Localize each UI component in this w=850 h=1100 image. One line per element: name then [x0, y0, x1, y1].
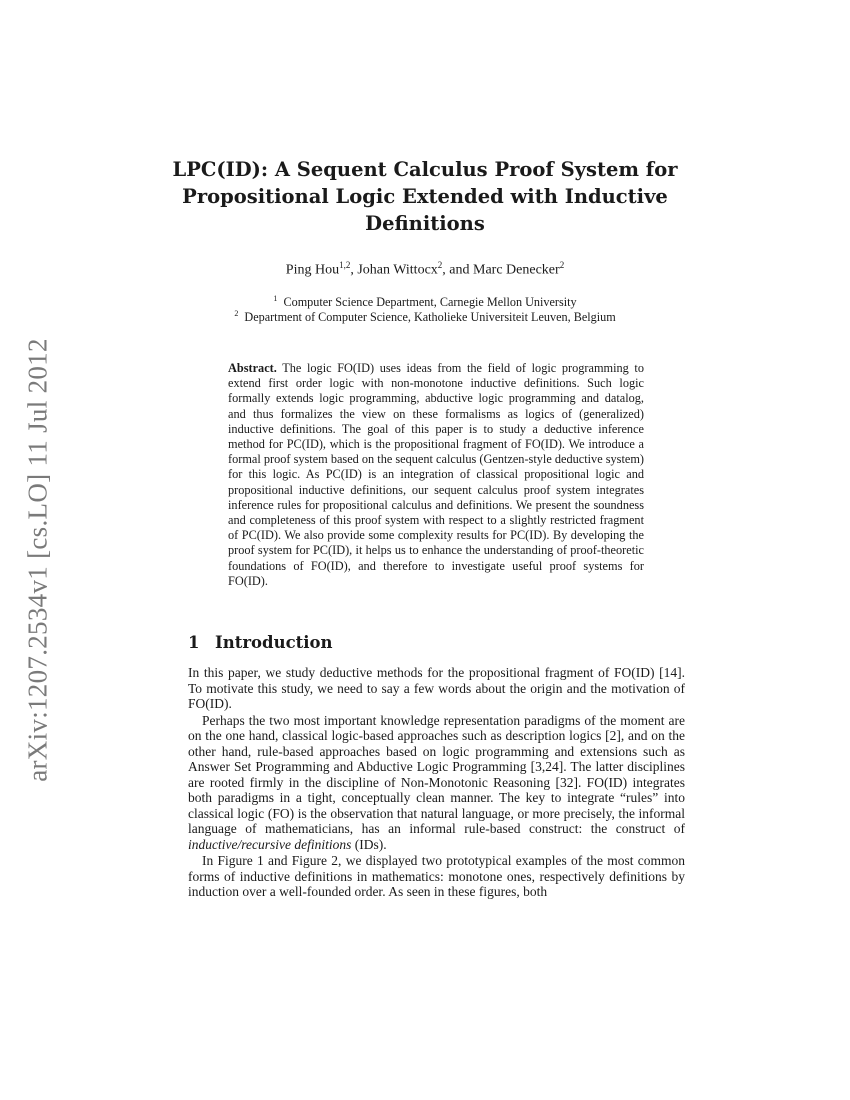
affiliation-text: Computer Science Department, Carnegie Mellon University	[283, 295, 577, 310]
paragraph-tail: (IDs).	[351, 836, 387, 852]
affiliation-number: 2	[234, 309, 239, 318]
abstract-label: Abstract.	[228, 361, 277, 375]
author-separator: , and	[442, 262, 474, 278]
section-title: Introduction	[215, 633, 333, 652]
author-name: Marc Denecker	[473, 262, 560, 278]
abstract	[228, 361, 644, 589]
affiliation-number: 1	[273, 294, 278, 303]
author-list	[140, 260, 710, 279]
paragraph: In Figure 1 and Figure 2, we displayed two prototypical examples of the most common forms of inductive definitions in mathematics: monotone ones, respectively definitions by induction over a well-founded order. As seen in these figures, both	[188, 853, 685, 899]
author-affiliation-mark: 1,2	[339, 260, 351, 270]
author-name: Ping Hou	[285, 262, 340, 278]
author-separator: ,	[350, 262, 358, 278]
section-number: 1	[188, 633, 200, 652]
author-name: Johan Wittocx	[357, 262, 438, 278]
paragraph: In this paper, we study deductive methods for the propositional fragment of FO(ID) [14]. To motivate this study, we need to say a few words about the origin and the motivation of FO(ID).	[188, 665, 685, 711]
author-affiliation-mark: 2	[559, 260, 565, 270]
introduction-body	[188, 665, 685, 900]
paragraph-text: Perhaps the two most important knowledge representation paradigms of the moment are on the one hand, classical logic-based approaches such as description logics [2], and on the other hand, rule-based approaches based on logic programming and extensions such as Answer Set Programming and Abductive Logic Programming [3,24]. The latter disciplines are rooted firmly in the discipline of Non-Monotonic Reasoning [32]. FO(ID) integrates both paradigms in a tight, conceptually clean manner. The key to integrate “rules” into classical logic (FO) is the observation that natural language, or more precisely, the informal language of mathematicians, has an informal rule-based construct: the construct of	[188, 712, 685, 836]
emphasis: inductive/recursive definitions	[188, 836, 352, 852]
paper-title: LPC(ID): A Sequent Calculus Proof System for Propositional Logic Extended with Inductive Definitions	[172, 158, 678, 235]
abstract-text: The logic FO(ID) uses ideas from the field of logic programming to extend first order logic with non-monotone inductive definitions. Such logic formally extends logic programming, abductive logic programming and datalog, and thus formalizes the view on these formalisms as logics of (generalized) inductive definitions. The goal of this paper is to study a deductive inference method for PC(ID), which is the propositional fragment of FO(ID). We introduce a formal proof system based on the sequent calculus (Gentzen-style deductive system) for this logic. As PC(ID) is an integration of classical propositional logic and propositional inductive definitions, our sequent calculus proof system integrates inference rules for propositional calculus and definitions. We present the soundness and completeness of this proof system with respect to a slightly restricted fragment of PC(ID). We also provide some complexity results for PC(ID). By developing the proof system for PC(ID), it helps us to enhance the understanding of proof-theoretic foundations of FO(ID), and therefore to investigate useful proof systems for FO(ID).	[228, 361, 644, 588]
affiliation-text: Department of Computer Science, Katholieke Universiteit Leuven, Belgium	[244, 310, 616, 325]
arxiv-identifier: arXiv:1207.2534v1 [cs.LO] 11 Jul 2012	[22, 338, 53, 782]
author-affiliation-mark: 2	[437, 260, 443, 270]
section-heading	[188, 633, 333, 652]
affiliation	[140, 306, 710, 325]
paragraph	[188, 713, 685, 853]
